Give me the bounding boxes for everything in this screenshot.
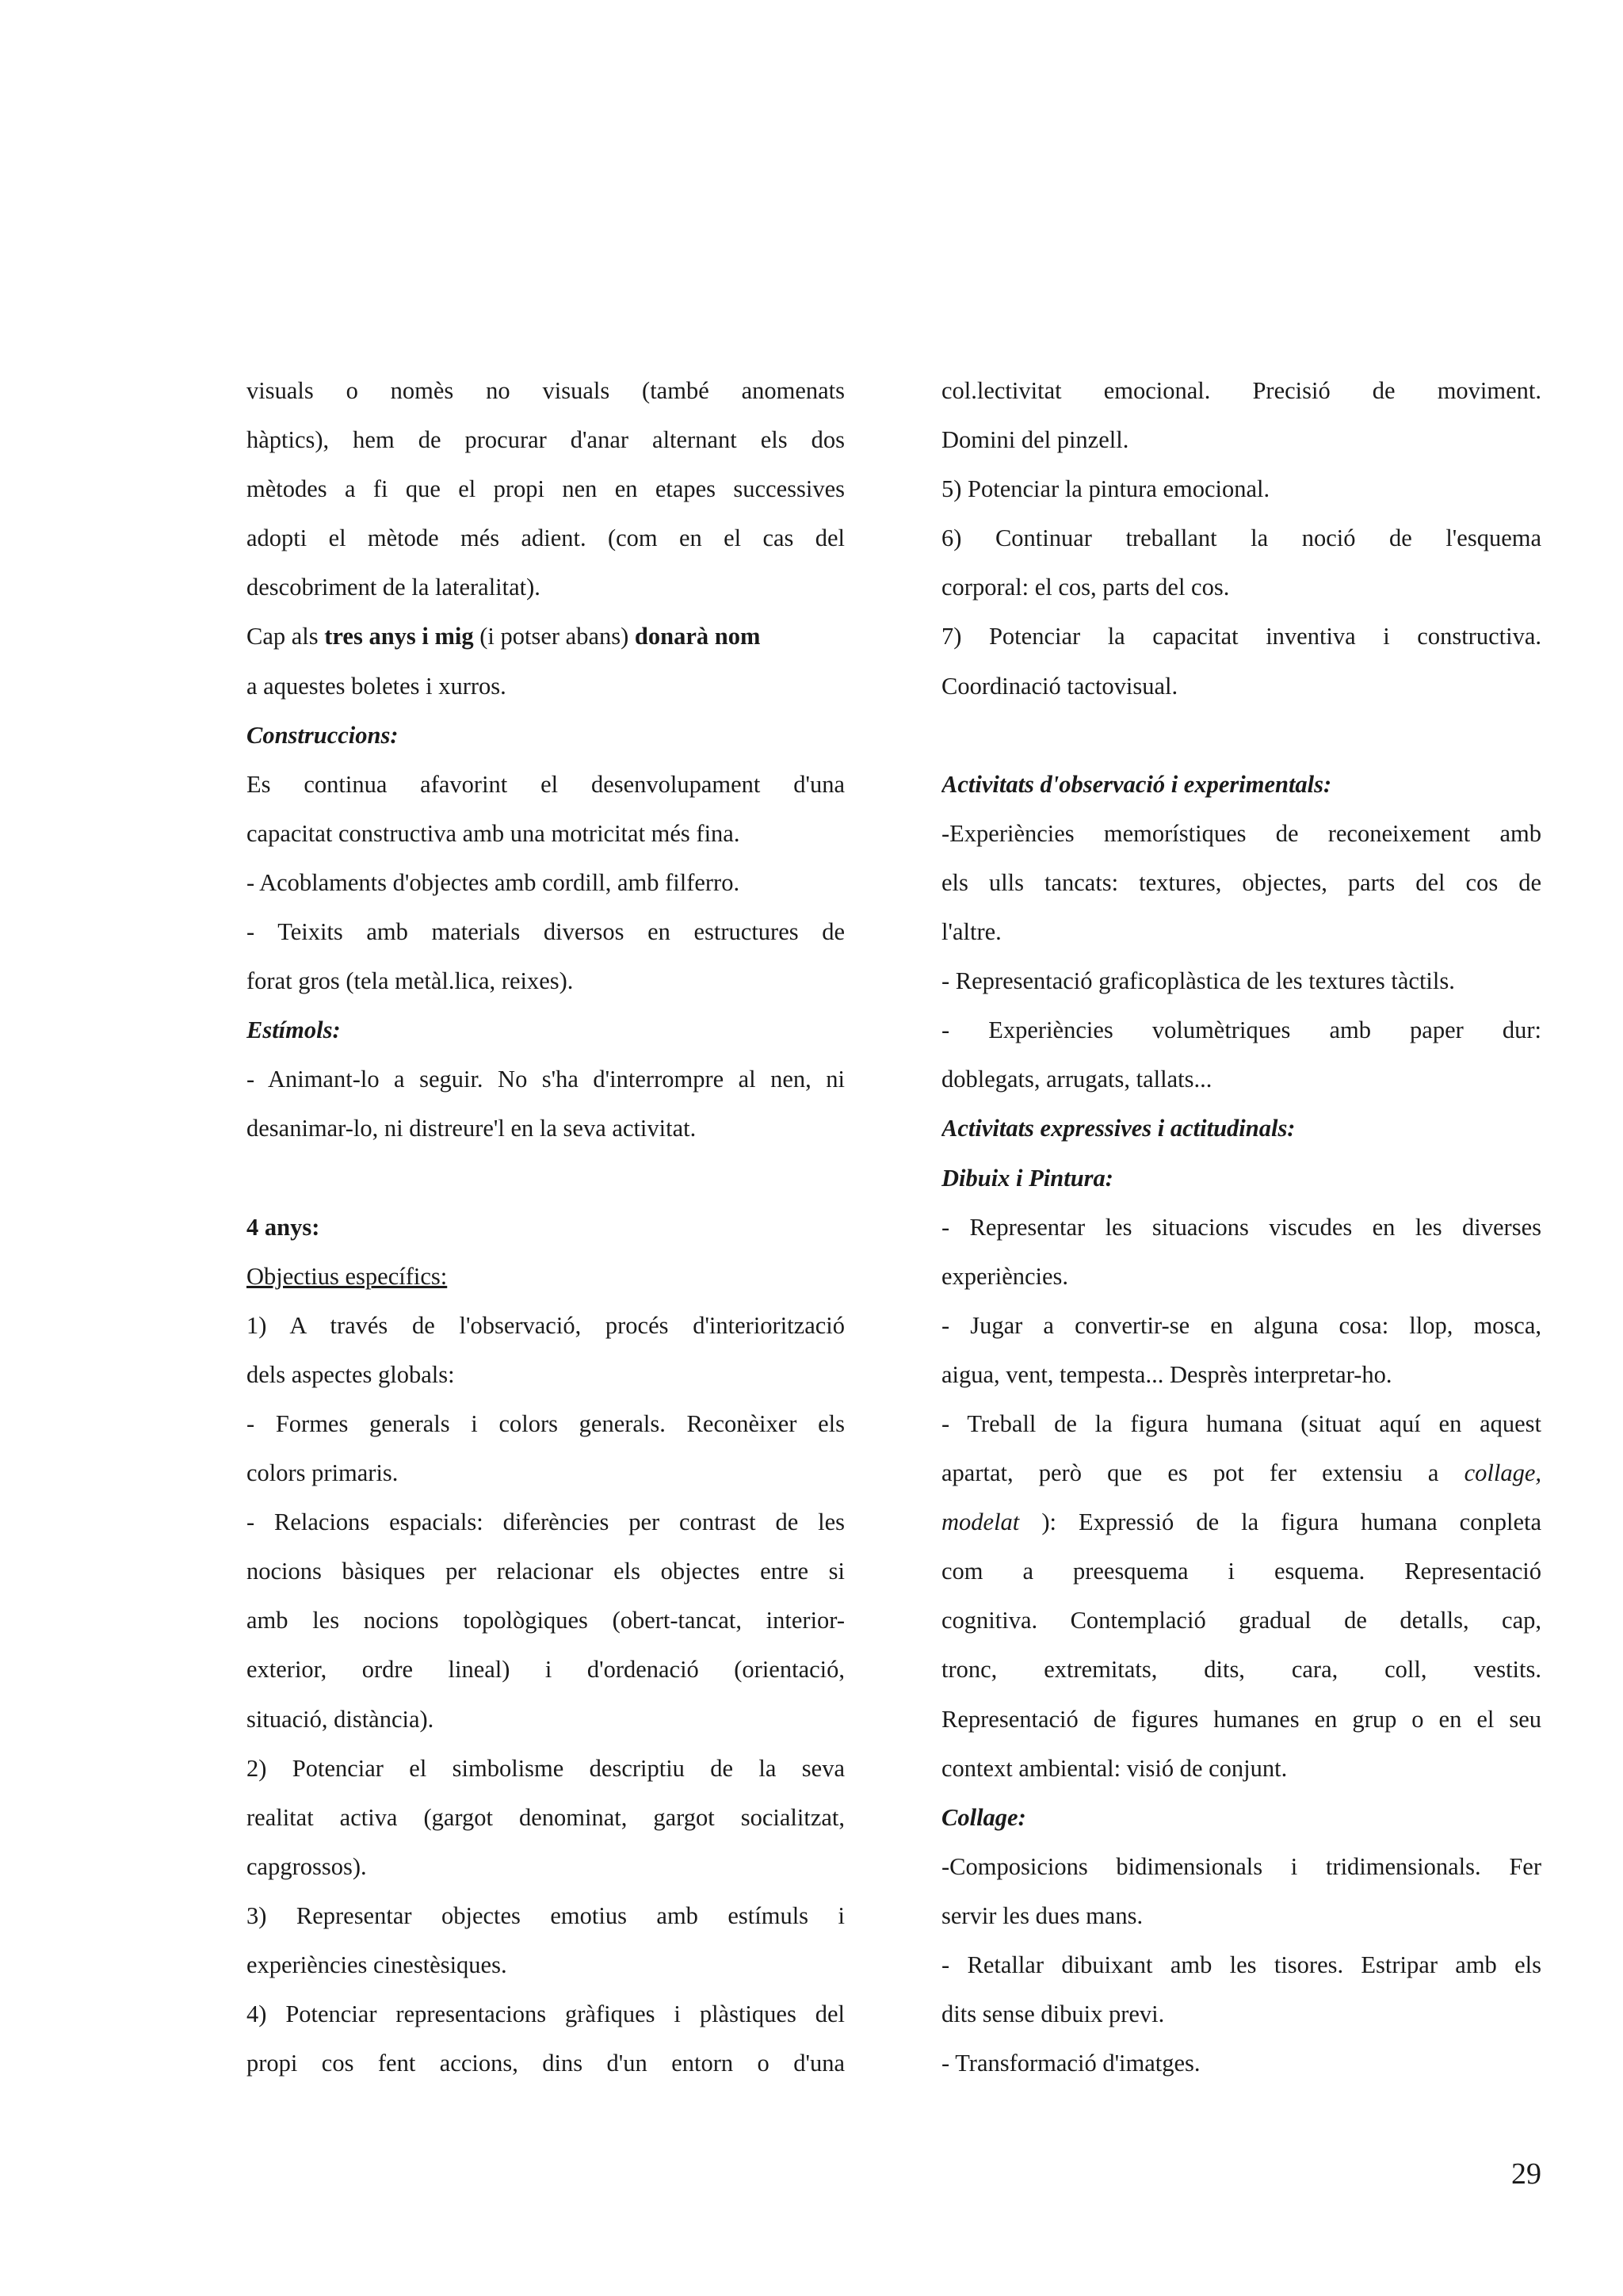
- text-line: servir les dues mans.: [941, 1901, 1144, 1929]
- text-line: - Teixits amb materials diversos en estructures de: [246, 918, 845, 946]
- text-run: ): Expressió de la figura humana conpleta: [1019, 1508, 1541, 1536]
- text-line: - Transformació d'imatges.: [941, 2050, 1201, 2077]
- italic-run: modelat: [941, 1508, 1020, 1536]
- text-line: col.lectivitat emocional. Precisió de moviment.: [941, 377, 1541, 404]
- bold-run: donarà nom: [634, 623, 761, 650]
- text-line: - Jugar a convertir-se en alguna cosa: llop, mosca,: [941, 1311, 1541, 1339]
- text-line: amb les nocions topològiques (obert-tancat, interior-: [246, 1607, 845, 1634]
- text-line: experiències cinestèsiques.: [246, 1951, 507, 1978]
- text-line: mètodes a fi que el propi nen en etapes successives: [246, 475, 845, 503]
- text-line: - Formes generals i colors generals. Reconèixer els: [246, 1409, 845, 1437]
- text-line: Domini del pinzell.: [941, 426, 1129, 454]
- text-line: - Retallar dibuixant amb les tisores. Estripar amb els: [941, 1951, 1541, 1978]
- text-line: colors primaris.: [246, 1459, 399, 1487]
- left-column: [246, 366, 845, 2088]
- text-line: els ulls tancats: textures, objectes, parts del cos de: [941, 868, 1541, 896]
- italic-run: collage,: [1464, 1459, 1541, 1487]
- text-line: aigua, vent, tempesta... Desprès interpretar-ho.: [941, 1360, 1392, 1388]
- text-line: 6) Continuar treballant la noció de l'esquema: [941, 524, 1541, 552]
- text-line: capacitat constructiva amb una motricitat més fina.: [246, 819, 740, 847]
- text-line: -Composicions bidimensionals i tridimensionals. Fer: [941, 1852, 1541, 1880]
- text-line: dels aspectes globals:: [246, 1360, 455, 1388]
- text-run: apartat, però que es pot fer extensiu a: [941, 1459, 1465, 1487]
- text-line: Es continua afavorint el desenvolupament d'una: [246, 770, 845, 798]
- text-line: - Representar les situacions viscudes en les diverses: [941, 1213, 1541, 1241]
- text-line: experiències.: [941, 1262, 1069, 1290]
- text-run: Cap als: [246, 623, 325, 650]
- text-line-mixed: [941, 1497, 1541, 1547]
- text-line: propi cos fent accions, dins d'un entorn o d'una: [246, 2050, 845, 2077]
- text-line: hàptics), hem de procurar d'anar alternant els dos: [246, 426, 845, 454]
- text-line: a aquestes boletes i xurros.: [246, 672, 506, 700]
- text-line: 7) Potenciar la capacitat inventiva i constructiva.: [941, 623, 1541, 650]
- page-number: 29: [1511, 2157, 1541, 2191]
- text-line: com a preesquema i esquema. Representació: [941, 1558, 1541, 1585]
- text-line: - Experiències volumètriques amb paper dur:: [941, 1016, 1541, 1044]
- section-heading-observacio: Activitats d'observació i experimentals:: [941, 770, 1332, 798]
- text-line: 4) Potenciar representacions gràfiques i plàstiques del: [246, 2000, 845, 2028]
- text-run: (i potser abans): [473, 623, 635, 650]
- section-heading-dibuix: Dibuix i Pintura:: [941, 1164, 1113, 1192]
- right-column: [941, 366, 1541, 2088]
- text-line: realitat activa (gargot denominat, gargot socialitzat,: [246, 1803, 845, 1831]
- text-line: corporal: el cos, parts del cos.: [941, 574, 1230, 601]
- text-line: tronc, extremitats, dits, cara, coll, vestits.: [941, 1656, 1541, 1684]
- text-line: doblegats, arrugats, tallats...: [941, 1066, 1212, 1093]
- text-line: capgrossos).: [246, 1852, 367, 1880]
- bold-run: tres anys i mig: [324, 623, 474, 650]
- text-line: - Representació graficoplàstica de les textures tàctils.: [941, 967, 1455, 995]
- text-line: -Experiències memorístiques de reconeixement amb: [941, 819, 1541, 847]
- section-heading-collage: Collage:: [941, 1803, 1026, 1831]
- text-line: Coordinació tactovisual.: [941, 672, 1178, 700]
- text-line: forat gros (tela metàl.lica, reixes).: [246, 967, 574, 995]
- text-line-mixed: [941, 1448, 1541, 1497]
- text-line: 2) Potenciar el simbolisme descriptiu de la seva: [246, 1754, 845, 1782]
- text-line: l'altre.: [941, 918, 1002, 946]
- text-line: adopti el mètode més adient. (com en el cas del: [246, 524, 845, 552]
- blank-line: [941, 711, 1541, 760]
- text-line: Representació de figures humanes en grup o en el seu: [941, 1705, 1541, 1733]
- text-line: - Treball de la figura humana (situat aquí en aquest: [941, 1409, 1541, 1437]
- text-line: dits sense dibuix previ.: [941, 2000, 1165, 2028]
- text-line-mixed: [246, 612, 845, 661]
- text-line: nocions bàsiques per relacionar els objectes entre si: [246, 1558, 845, 1585]
- text-line: 3) Representar objectes emotius amb estímuls i: [246, 1901, 845, 1929]
- text-line: situació, distància).: [246, 1705, 434, 1733]
- text-line: 5) Potenciar la pintura emocional.: [941, 475, 1270, 503]
- text-line: desanimar-lo, ni distreure'l en la seva activitat.: [246, 1115, 697, 1142]
- text-line: descobriment de la lateralitat).: [246, 574, 540, 601]
- text-line: 1) A través de l'observació, procés d'interiorització: [246, 1311, 845, 1339]
- objectives-heading: Objectius específics:: [246, 1262, 448, 1290]
- blank-line: [246, 1154, 845, 1203]
- section-heading-construccions: Construccions:: [246, 721, 399, 749]
- text-line: visuals o nomès no visuals (també anomenats: [246, 377, 845, 404]
- text-line: cognitiva. Contemplació gradual de detalls, cap,: [941, 1607, 1541, 1634]
- text-line: - Relacions espacials: diferències per contrast de les: [246, 1508, 845, 1536]
- text-line: - Acoblaments d'objectes amb cordill, amb filferro.: [246, 868, 740, 896]
- section-heading-estimols: Estímols:: [246, 1016, 341, 1044]
- age-heading: 4 anys:: [246, 1213, 320, 1241]
- text-line: exterior, ordre lineal) i d'ordenació (orientació,: [246, 1656, 845, 1684]
- section-heading-expressives: Activitats expressives i actitudinals:: [941, 1115, 1296, 1142]
- text-line: - Animant-lo a seguir. No s'ha d'interrompre al nen, ni: [246, 1066, 845, 1093]
- text-line: context ambiental: visió de conjunt.: [941, 1754, 1288, 1782]
